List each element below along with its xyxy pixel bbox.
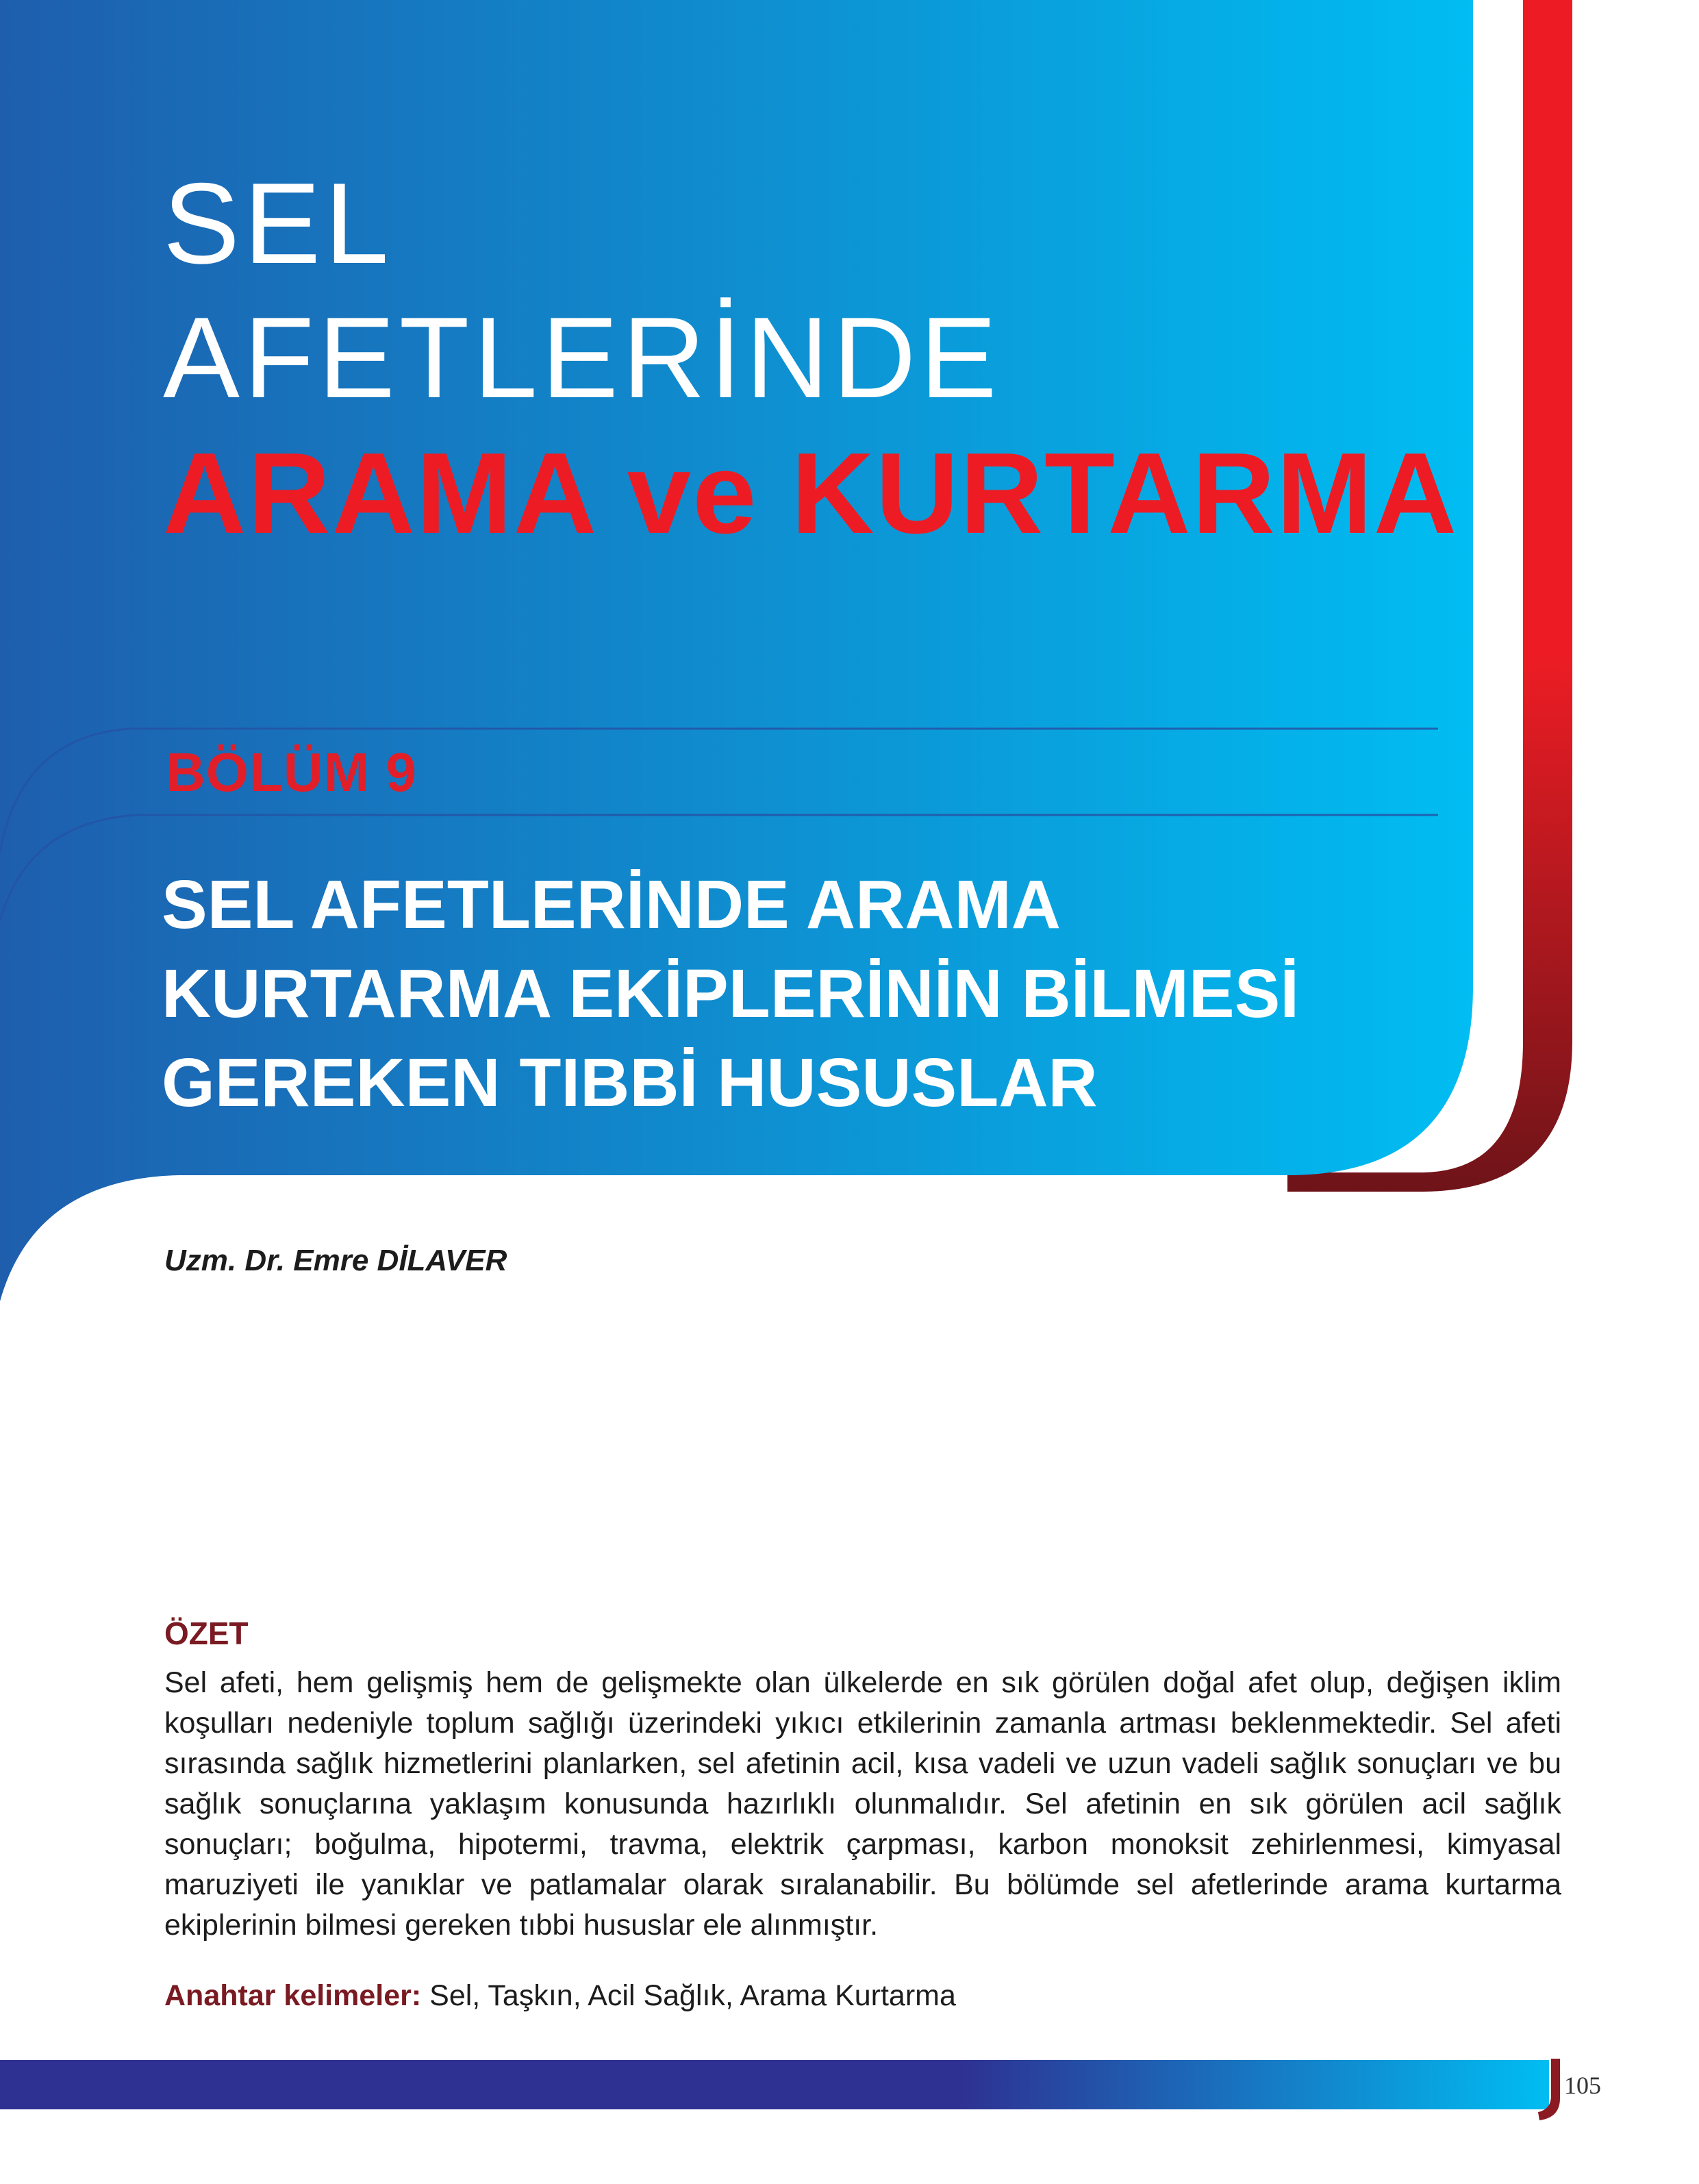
abstract-text: Sel afeti, hem gelişmiş hem de gelişmekte olan ülkelerde en sık görülen doğal afet olup, değişen iklim koşulları nedeniyle toplum sağlığı üzerindeki yıkıcı etkilerinin zamanla artması beklenmektedir. Sel afeti sırasında sağlık hizmetlerini planlarken, sel afetinin acil, kısa vadeli ve uzun vadeli sağlık sonuçları ve bu sağlık sonuçlarına yaklaşım konusunda hazırlıklı olunmalıdır. Sel afetinin en sık görülen acil sağlık sonuçları; boğulma, hipotermi, travma, elektrik çarpması, karbon monoksit zehirlenmesi, kimyasal maruziyeti ile yanıklar ve patlamalar olarak sıralanabilir. Bu bölümde sel afetlerinde arama kurtarma ekiplerinin bilmesi gereken tıbbi hususlar ele alınmıştır. <box>164 1666 1561 1942</box>
book-title-line-3: ARAMA ve KURTARMA <box>163 429 1459 557</box>
chapter-label: BÖLÜM 9 <box>166 742 417 803</box>
page-number: 105 <box>1564 2072 1601 2099</box>
footer-bar <box>0 2060 1549 2109</box>
book-title-line-1: SEL <box>163 159 393 288</box>
book-title-line-2: AFETLERİNDE <box>163 293 1001 422</box>
chapter-title-line-3: GEREKEN TIBBİ HUSUSLAR <box>162 1044 1098 1121</box>
abstract-heading: ÖZET <box>164 1616 249 1651</box>
keywords <box>164 1979 956 2013</box>
chapter-title-line-2: KURTARMA EKİPLERİNİN BİLMESİ <box>162 955 1300 1032</box>
chapter-title <box>162 860 1299 1127</box>
author-name: Uzm. Dr. Emre DİLAVER <box>164 1244 507 1277</box>
keywords-label: Anahtar kelimeler: <box>164 1979 422 2012</box>
book-title <box>163 156 1458 562</box>
keywords-list: Sel, Taşkın, Acil Sağlık, Arama Kurtarma <box>421 1979 956 2012</box>
chapter-title-line-1: SEL AFETLERİNDE ARAMA <box>162 866 1061 943</box>
